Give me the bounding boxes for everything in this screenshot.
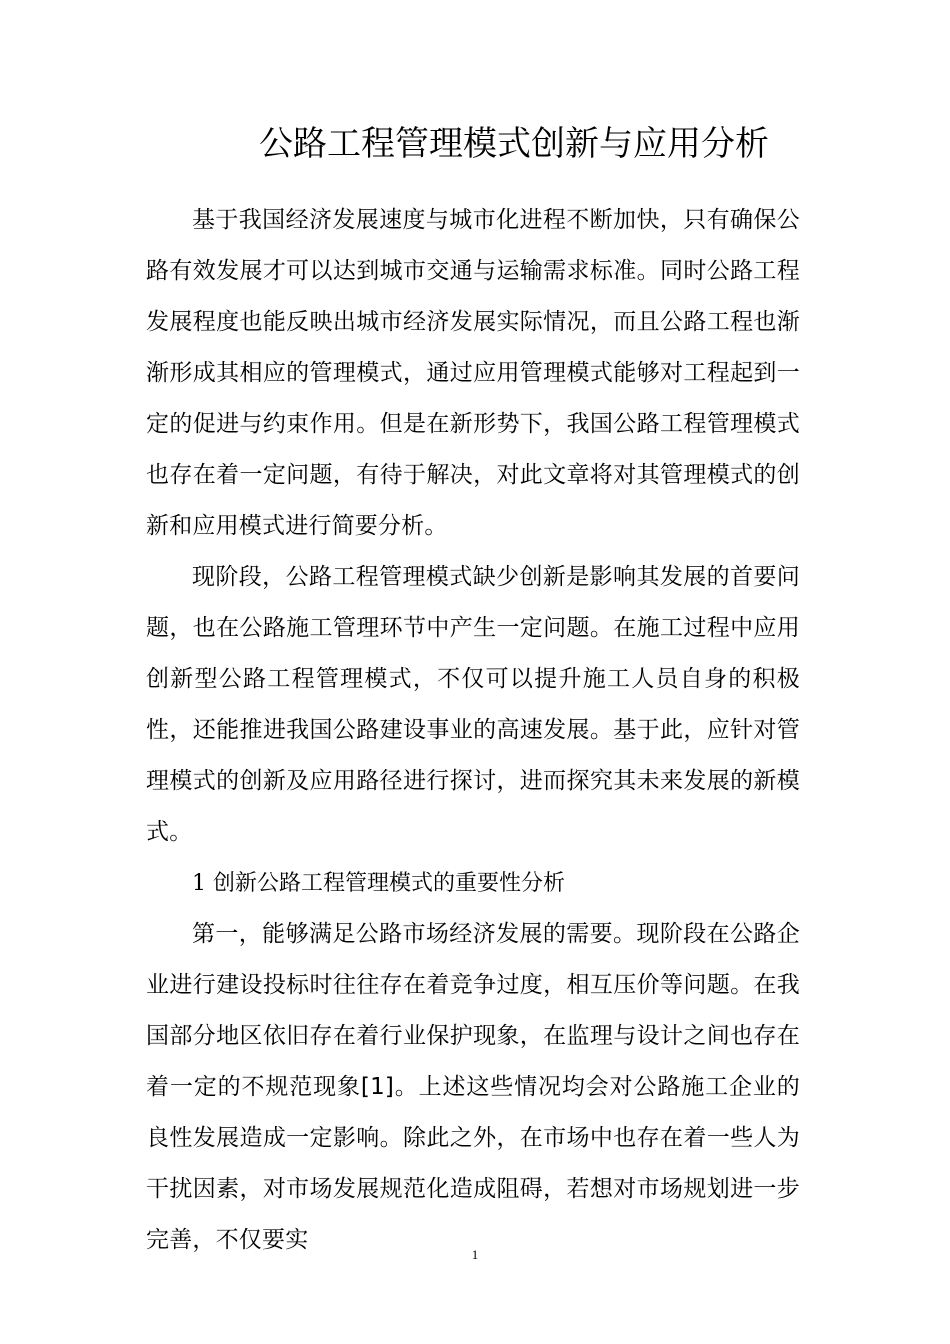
section-paragraph: 第一，能够满足公路市场经济发展的需要。现阶段在公路企业进行建设投标时往往存在着竞争过度，相互压价等问题。在我国部分地区依旧存在着行业保护现象，在监理与设计之间也存在着一定的不规范现象[1]。上述这些情况均会对公路施工企业的良性发展造成一定影响。除此之外，在市场中也存在着一些人为干扰因素，对市场发展规范化造成阻碍，若想对市场规划进一步完善，不仅要实 (146, 921, 800, 1253)
page-number: 1 (471, 1247, 479, 1262)
document-title: 公路工程管理模式创新与应用分析 (259, 124, 769, 164)
document-body (146, 195, 800, 1266)
current-stage-paragraph: 现阶段，公路工程管理模式缺少创新是影响其发展的首要问题，也在公路施工管理环节中产生一定问题。在施工过程中应用创新型公路工程管理模式，不仅可以提升施工人员自身的积极性，还能推进我国公路建设事业的高速发展。基于此，应针对管理模式的创新及应用路径进行探讨，进而探究其未来发展的新模式。 (146, 564, 800, 845)
intro-paragraph: 基于我国经济发展速度与城市化进程不断加快，只有确保公路有效发展才可以达到城市交通与运输需求标准。同时公路工程发展程度也能反映出城市经济发展实际情况，而且公路工程也渐渐形成其相应的管理模式，通过应用管理模式能够对工程起到一定的促进与约束作用。但是在新形势下，我国公路工程管理模式也存在着一定问题，有待于解决，对此文章将对其管理模式的创新和应用模式进行简要分析。 (146, 207, 800, 539)
section-heading: 1 创新公路工程管理模式的重要性分析 (192, 871, 565, 896)
